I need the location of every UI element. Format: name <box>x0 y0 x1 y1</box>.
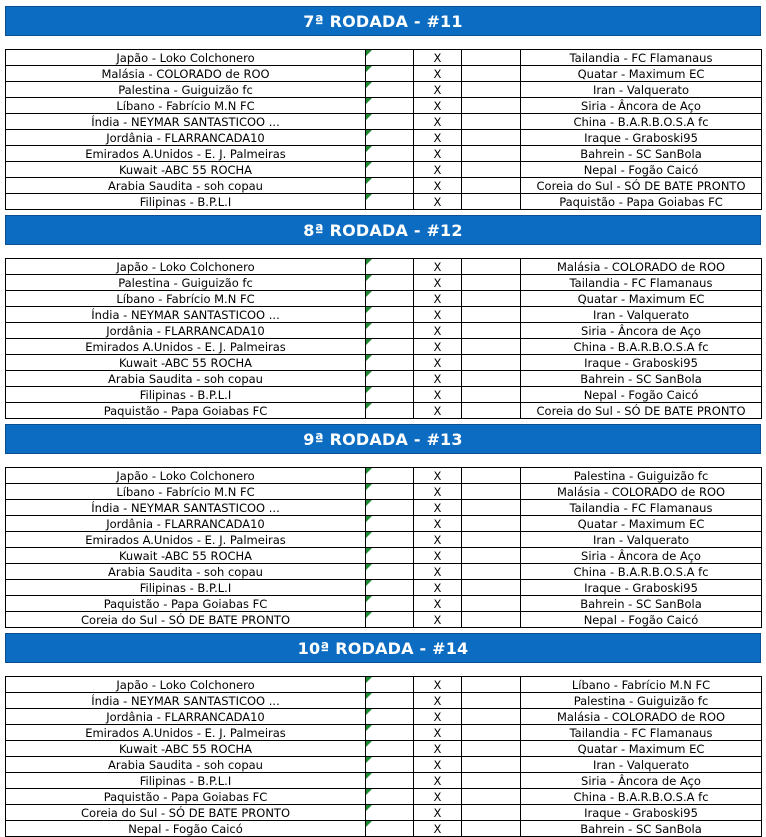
match-row <box>6 162 762 178</box>
away-score-cell[interactable] <box>462 548 521 564</box>
away-team-cell[interactable]: Malásia - COLORADO de ROO <box>521 709 762 725</box>
home-team-cell[interactable]: Kuwait -ABC 55 ROCHA <box>6 355 366 371</box>
versus-cell[interactable]: X <box>414 725 462 741</box>
away-team-cell[interactable]: Paquistão - Papa Goiabas FC <box>521 194 762 210</box>
versus-cell[interactable]: X <box>414 741 462 757</box>
match-row <box>6 741 762 757</box>
away-score-cell[interactable] <box>462 821 521 837</box>
match-row <box>6 580 762 596</box>
match-row <box>6 757 762 773</box>
match-row <box>6 114 762 130</box>
away-team-cell[interactable]: Bahrein - SC SanBola <box>521 146 762 162</box>
match-row <box>6 564 762 580</box>
home-score-cell[interactable] <box>366 532 414 548</box>
match-row <box>6 307 762 323</box>
away-team-cell[interactable]: Nepal - Fogão Caicó <box>521 612 762 628</box>
home-team-cell[interactable]: Filipinas - B.P.L.I <box>6 387 366 403</box>
fixtures-table <box>5 676 762 837</box>
versus-cell[interactable]: X <box>414 821 462 837</box>
home-team-cell[interactable]: Japão - Loko Colchonero <box>6 677 366 693</box>
home-team-cell[interactable]: Líbano - Fabrício M.N FC <box>6 98 366 114</box>
versus-cell[interactable]: X <box>414 355 462 371</box>
home-team-cell[interactable]: Arabia Saudita - soh copau <box>6 564 366 580</box>
home-team-cell[interactable]: Jordânia - FLARRANCADA10 <box>6 709 366 725</box>
versus-cell[interactable]: X <box>414 50 462 66</box>
away-team-cell[interactable]: Iran - Valquerato <box>521 757 762 773</box>
home-team-cell[interactable]: Jordânia - FLARRANCADA10 <box>6 323 366 339</box>
home-team-cell[interactable]: Palestina - Guiguizão fc <box>6 82 366 98</box>
home-team-cell[interactable]: Índia - NEYMAR SANTASTICOO ... <box>6 114 366 130</box>
match-row <box>6 98 762 114</box>
away-score-cell[interactable] <box>462 532 521 548</box>
home-score-cell[interactable] <box>366 259 414 275</box>
fixtures-table <box>5 49 762 210</box>
home-score-cell[interactable] <box>366 500 414 516</box>
match-row <box>6 725 762 741</box>
away-team-cell[interactable]: Coreia do Sul - SÓ DE BATE PRONTO <box>521 403 762 419</box>
versus-cell[interactable]: X <box>414 548 462 564</box>
away-team-cell[interactable]: Tailandia - FC Flamanaus <box>521 500 762 516</box>
round-block <box>5 424 761 627</box>
home-team-cell[interactable]: Coreia do Sul - SÓ DE BATE PRONTO <box>6 805 366 821</box>
home-team-cell[interactable]: Japão - Loko Colchonero <box>6 50 366 66</box>
home-team-cell[interactable]: Coreia do Sul - SÓ DE BATE PRONTO <box>6 612 366 628</box>
versus-cell[interactable]: X <box>414 532 462 548</box>
home-team-cell[interactable]: Kuwait -ABC 55 ROCHA <box>6 741 366 757</box>
away-team-cell[interactable]: Quatar - Maximum EC <box>521 291 762 307</box>
home-score-cell[interactable] <box>366 516 414 532</box>
away-score-cell[interactable] <box>462 677 521 693</box>
home-team-cell[interactable]: Kuwait -ABC 55 ROCHA <box>6 162 366 178</box>
match-row <box>6 339 762 355</box>
away-score-cell[interactable] <box>462 130 521 146</box>
home-team-cell[interactable]: Emirados A.Unidos - E. J. Palmeiras <box>6 339 366 355</box>
home-score-cell[interactable] <box>366 580 414 596</box>
match-row <box>6 677 762 693</box>
home-score-cell[interactable] <box>366 146 414 162</box>
home-team-cell[interactable]: Jordânia - FLARRANCADA10 <box>6 516 366 532</box>
match-row <box>6 275 762 291</box>
away-team-cell[interactable]: Quatar - Maximum EC <box>521 741 762 757</box>
home-team-cell[interactable]: Malásia - COLORADO de ROO <box>6 66 366 82</box>
home-score-cell[interactable] <box>366 371 414 387</box>
home-score-cell[interactable] <box>366 468 414 484</box>
away-score-cell[interactable] <box>462 612 521 628</box>
versus-cell[interactable]: X <box>414 130 462 146</box>
away-score-cell[interactable] <box>462 355 521 371</box>
home-score-cell[interactable] <box>366 323 414 339</box>
home-score-cell[interactable] <box>366 484 414 500</box>
versus-cell[interactable]: X <box>414 66 462 82</box>
match-row <box>6 709 762 725</box>
match-row <box>6 259 762 275</box>
away-score-cell[interactable] <box>462 259 521 275</box>
home-score-cell[interactable] <box>366 789 414 805</box>
match-row <box>6 146 762 162</box>
match-row <box>6 82 762 98</box>
home-team-cell[interactable]: Filipinas - B.P.L.I <box>6 773 366 789</box>
home-score-cell[interactable] <box>366 725 414 741</box>
versus-cell[interactable]: X <box>414 789 462 805</box>
match-row <box>6 50 762 66</box>
match-row <box>6 612 762 628</box>
away-score-cell[interactable] <box>462 50 521 66</box>
versus-cell[interactable]: X <box>414 403 462 419</box>
home-team-cell[interactable]: Japão - Loko Colchonero <box>6 259 366 275</box>
match-row <box>6 371 762 387</box>
away-team-cell[interactable]: Palestina - Guiguizão fc <box>521 468 762 484</box>
match-row <box>6 387 762 403</box>
home-team-cell[interactable]: Paquistão - Papa Goiabas FC <box>6 789 366 805</box>
away-score-cell[interactable] <box>462 789 521 805</box>
away-team-cell[interactable]: Iraque - Graboski95 <box>521 580 762 596</box>
match-row <box>6 323 762 339</box>
away-score-cell[interactable] <box>462 307 521 323</box>
match-row <box>6 355 762 371</box>
away-score-cell[interactable] <box>462 66 521 82</box>
away-score-cell[interactable] <box>462 484 521 500</box>
home-score-cell[interactable] <box>366 50 414 66</box>
away-score-cell[interactable] <box>462 403 521 419</box>
away-team-cell[interactable]: Coreia do Sul - SÓ DE BATE PRONTO <box>521 178 762 194</box>
match-row <box>6 484 762 500</box>
round-block <box>5 6 761 209</box>
home-team-cell[interactable]: Emirados A.Unidos - E. J. Palmeiras <box>6 146 366 162</box>
away-team-cell[interactable]: China - B.A.R.B.O.S.A fc <box>521 114 762 130</box>
home-score-cell[interactable] <box>366 821 414 837</box>
versus-cell[interactable]: X <box>414 757 462 773</box>
match-row <box>6 693 762 709</box>
away-team-cell[interactable]: China - B.A.R.B.O.S.A fc <box>521 789 762 805</box>
versus-cell[interactable]: X <box>414 500 462 516</box>
away-team-cell[interactable]: Nepal - Fogão Caicó <box>521 387 762 403</box>
fixtures-table <box>5 467 762 628</box>
match-row <box>6 821 762 837</box>
away-score-cell[interactable] <box>462 275 521 291</box>
away-team-cell[interactable]: Tailandia - FC Flamanaus <box>521 275 762 291</box>
away-team-cell[interactable]: Bahrein - SC SanBola <box>521 821 762 837</box>
match-row <box>6 291 762 307</box>
home-team-cell[interactable]: Jordânia - FLARRANCADA10 <box>6 130 366 146</box>
home-score-cell[interactable] <box>366 677 414 693</box>
home-score-cell[interactable] <box>366 548 414 564</box>
versus-cell[interactable]: X <box>414 178 462 194</box>
home-score-cell[interactable] <box>366 805 414 821</box>
away-team-cell[interactable]: Siria - Âncora de Aço <box>521 548 762 564</box>
away-score-cell[interactable] <box>462 564 521 580</box>
away-team-cell[interactable]: Tailandia - FC Flamanaus <box>521 725 762 741</box>
away-team-cell[interactable]: Nepal - Fogão Caicó <box>521 162 762 178</box>
away-score-cell[interactable] <box>462 709 521 725</box>
match-row <box>6 468 762 484</box>
versus-cell[interactable]: X <box>414 114 462 130</box>
home-score-cell[interactable] <box>366 130 414 146</box>
home-team-cell[interactable]: Paquistão - Papa Goiabas FC <box>6 596 366 612</box>
away-score-cell[interactable] <box>462 516 521 532</box>
away-score-cell[interactable] <box>462 178 521 194</box>
away-team-cell[interactable]: Iran - Valquerato <box>521 307 762 323</box>
away-score-cell[interactable] <box>462 114 521 130</box>
away-team-cell[interactable]: China - B.A.R.B.O.S.A fc <box>521 564 762 580</box>
away-score-cell[interactable] <box>462 291 521 307</box>
versus-cell[interactable]: X <box>414 291 462 307</box>
home-score-cell[interactable] <box>366 596 414 612</box>
match-row <box>6 66 762 82</box>
home-score-cell[interactable] <box>366 291 414 307</box>
away-score-cell[interactable] <box>462 725 521 741</box>
away-team-cell[interactable]: Siria - Âncora de Aço <box>521 773 762 789</box>
home-team-cell[interactable]: Arabia Saudita - soh copau <box>6 757 366 773</box>
versus-cell[interactable]: X <box>414 612 462 628</box>
home-team-cell[interactable]: Japão - Loko Colchonero <box>6 468 366 484</box>
round-title: 10ª RODADA - #14 <box>5 633 761 663</box>
away-team-cell[interactable]: China - B.A.R.B.O.S.A fc <box>521 339 762 355</box>
match-row <box>6 773 762 789</box>
match-row <box>6 532 762 548</box>
home-team-cell[interactable]: Emirados A.Unidos - E. J. Palmeiras <box>6 725 366 741</box>
away-score-cell[interactable] <box>462 757 521 773</box>
home-team-cell[interactable]: Líbano - Fabrício M.N FC <box>6 484 366 500</box>
away-team-cell[interactable]: Siria - Âncora de Aço <box>521 98 762 114</box>
away-score-cell[interactable] <box>462 146 521 162</box>
match-row <box>6 130 762 146</box>
home-team-cell[interactable]: Índia - NEYMAR SANTASTICOO ... <box>6 307 366 323</box>
versus-cell[interactable]: X <box>414 307 462 323</box>
home-score-cell[interactable] <box>366 307 414 323</box>
home-team-cell[interactable]: Paquistão - Papa Goiabas FC <box>6 403 366 419</box>
home-score-cell[interactable] <box>366 355 414 371</box>
round-title: 8ª RODADA - #12 <box>5 215 761 245</box>
away-team-cell[interactable]: Iran - Valquerato <box>521 532 762 548</box>
home-score-cell[interactable] <box>366 82 414 98</box>
away-score-cell[interactable] <box>462 387 521 403</box>
match-row <box>6 500 762 516</box>
home-team-cell[interactable]: Kuwait -ABC 55 ROCHA <box>6 548 366 564</box>
round-title: 7ª RODADA - #11 <box>5 6 761 36</box>
versus-cell[interactable]: X <box>414 693 462 709</box>
away-score-cell[interactable] <box>462 82 521 98</box>
away-score-cell[interactable] <box>462 468 521 484</box>
away-score-cell[interactable] <box>462 323 521 339</box>
away-team-cell[interactable]: Iraque - Graboski95 <box>521 805 762 821</box>
versus-cell[interactable]: X <box>414 323 462 339</box>
home-score-cell[interactable] <box>366 709 414 725</box>
home-team-cell[interactable]: Filipinas - B.P.L.I <box>6 580 366 596</box>
away-score-cell[interactable] <box>462 805 521 821</box>
away-score-cell[interactable] <box>462 194 521 210</box>
home-score-cell[interactable] <box>366 275 414 291</box>
versus-cell[interactable]: X <box>414 805 462 821</box>
home-score-cell[interactable] <box>366 162 414 178</box>
match-row <box>6 516 762 532</box>
away-team-cell[interactable]: Siria - Âncora de Aço <box>521 323 762 339</box>
away-team-cell[interactable]: Quatar - Maximum EC <box>521 516 762 532</box>
match-row <box>6 194 762 210</box>
away-score-cell[interactable] <box>462 741 521 757</box>
away-team-cell[interactable]: Bahrein - SC SanBola <box>521 371 762 387</box>
home-team-cell[interactable]: Palestina - Guiguizão fc <box>6 275 366 291</box>
fixtures-table <box>5 258 762 419</box>
away-team-cell[interactable]: Tailandia - FC Flamanaus <box>521 50 762 66</box>
match-row <box>6 596 762 612</box>
away-team-cell[interactable]: Malásia - COLORADO de ROO <box>521 484 762 500</box>
versus-cell[interactable]: X <box>414 371 462 387</box>
versus-cell[interactable]: X <box>414 98 462 114</box>
home-score-cell[interactable] <box>366 741 414 757</box>
versus-cell[interactable]: X <box>414 580 462 596</box>
away-score-cell[interactable] <box>462 500 521 516</box>
home-team-cell[interactable]: Índia - NEYMAR SANTASTICOO ... <box>6 693 366 709</box>
versus-cell[interactable]: X <box>414 82 462 98</box>
versus-cell[interactable]: X <box>414 275 462 291</box>
match-row <box>6 178 762 194</box>
versus-cell[interactable]: X <box>414 259 462 275</box>
home-team-cell[interactable]: Arabia Saudita - soh copau <box>6 178 366 194</box>
home-score-cell[interactable] <box>366 66 414 82</box>
away-team-cell[interactable]: Quatar - Maximum EC <box>521 66 762 82</box>
away-score-cell[interactable] <box>462 596 521 612</box>
home-score-cell[interactable] <box>366 178 414 194</box>
versus-cell[interactable]: X <box>414 709 462 725</box>
versus-cell[interactable]: X <box>414 387 462 403</box>
away-team-cell[interactable]: Bahrein - SC SanBola <box>521 596 762 612</box>
round-block <box>5 633 761 836</box>
versus-cell[interactable]: X <box>414 773 462 789</box>
away-team-cell[interactable]: Malásia - COLORADO de ROO <box>521 259 762 275</box>
away-team-cell[interactable]: Líbano - Fabrício M.N FC <box>521 677 762 693</box>
away-team-cell[interactable]: Iran - Valquerato <box>521 82 762 98</box>
home-score-cell[interactable] <box>366 773 414 789</box>
away-score-cell[interactable] <box>462 162 521 178</box>
away-team-cell[interactable]: Palestina - Guiguizão fc <box>521 693 762 709</box>
home-score-cell[interactable] <box>366 387 414 403</box>
away-score-cell[interactable] <box>462 693 521 709</box>
versus-cell[interactable]: X <box>414 596 462 612</box>
away-team-cell[interactable]: Iraque - Graboski95 <box>521 130 762 146</box>
versus-cell[interactable]: X <box>414 162 462 178</box>
versus-cell[interactable]: X <box>414 484 462 500</box>
versus-cell[interactable]: X <box>414 564 462 580</box>
match-row <box>6 805 762 821</box>
away-score-cell[interactable] <box>462 98 521 114</box>
home-score-cell[interactable] <box>366 612 414 628</box>
away-score-cell[interactable] <box>462 371 521 387</box>
away-score-cell[interactable] <box>462 339 521 355</box>
home-score-cell[interactable] <box>366 194 414 210</box>
versus-cell[interactable]: X <box>414 516 462 532</box>
home-team-cell[interactable]: Filipinas - B.P.L.I <box>6 194 366 210</box>
home-team-cell[interactable]: Líbano - Fabrício M.N FC <box>6 291 366 307</box>
home-score-cell[interactable] <box>366 757 414 773</box>
home-score-cell[interactable] <box>366 98 414 114</box>
versus-cell[interactable]: X <box>414 146 462 162</box>
home-team-cell[interactable]: Índia - NEYMAR SANTASTICOO ... <box>6 500 366 516</box>
versus-cell[interactable]: X <box>414 194 462 210</box>
home-team-cell[interactable]: Arabia Saudita - soh copau <box>6 371 366 387</box>
home-score-cell[interactable] <box>366 693 414 709</box>
home-team-cell[interactable]: Nepal - Fogão Caicó <box>6 821 366 837</box>
away-score-cell[interactable] <box>462 580 521 596</box>
versus-cell[interactable]: X <box>414 677 462 693</box>
away-team-cell[interactable]: Iraque - Graboski95 <box>521 355 762 371</box>
round-title: 9ª RODADA - #13 <box>5 424 761 454</box>
away-score-cell[interactable] <box>462 773 521 789</box>
home-score-cell[interactable] <box>366 403 414 419</box>
versus-cell[interactable]: X <box>414 339 462 355</box>
home-score-cell[interactable] <box>366 564 414 580</box>
home-score-cell[interactable] <box>366 114 414 130</box>
match-row <box>6 789 762 805</box>
home-team-cell[interactable]: Emirados A.Unidos - E. J. Palmeiras <box>6 532 366 548</box>
match-row <box>6 403 762 419</box>
round-block <box>5 215 761 418</box>
versus-cell[interactable]: X <box>414 468 462 484</box>
home-score-cell[interactable] <box>366 339 414 355</box>
match-row <box>6 548 762 564</box>
